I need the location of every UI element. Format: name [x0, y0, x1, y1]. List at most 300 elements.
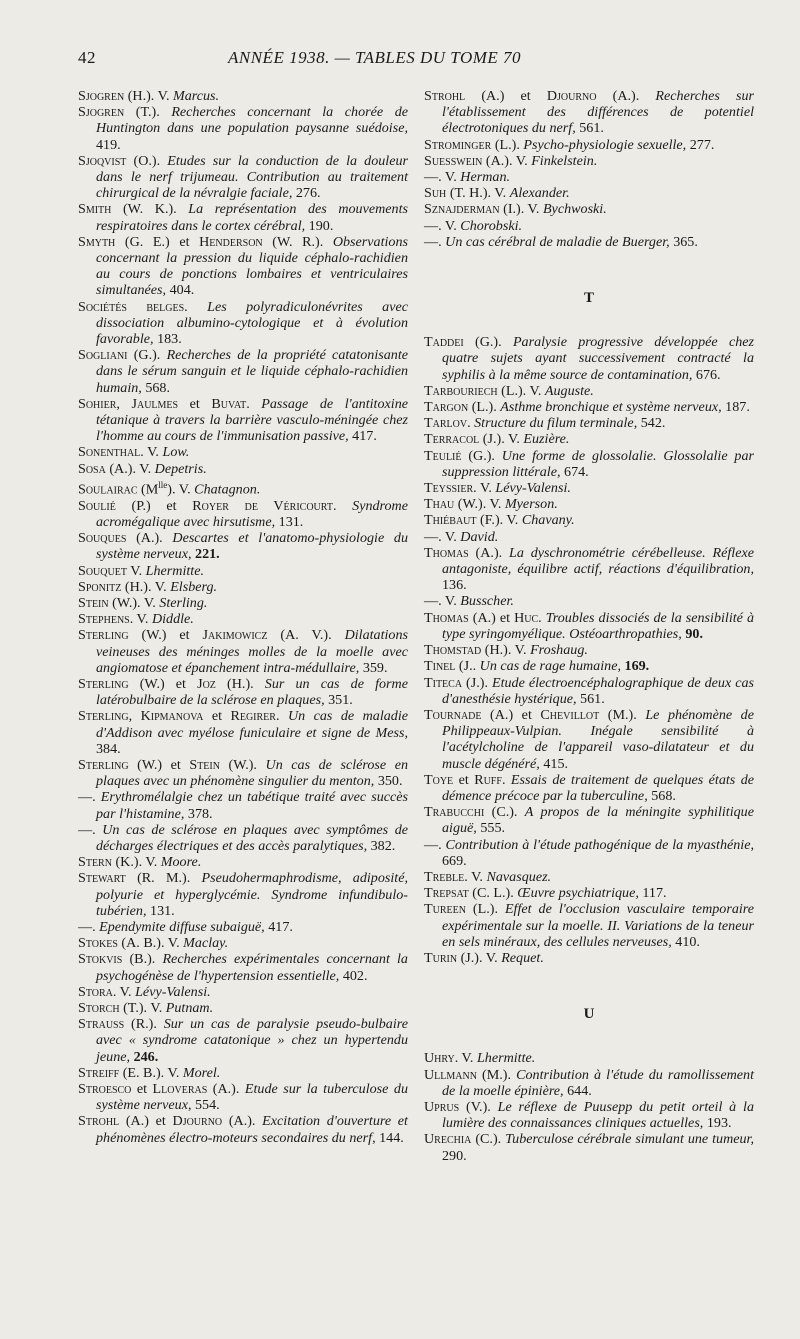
index-entry [78, 201, 408, 233]
index-entry [424, 1099, 754, 1131]
entry-title: Recherches concernant la chorée de Huntington dans une population paysanne suédoise, [96, 104, 408, 137]
entry-title: Excitation d'ouverture et phénomènes électro-moteurs secondaires du nerf, [96, 1113, 408, 1146]
entry-text: . V. [464, 868, 487, 885]
index-entry [78, 951, 408, 983]
author-name: Stroesco [78, 1081, 132, 1098]
entry-text: (W.). V. [108, 594, 160, 611]
entry-text: (W.) et [128, 757, 190, 774]
entry-title: Sur un cas de paralysie pseudo-bulbaire avec « syndrome catatonique » chez un hypertendu jeune, [96, 1016, 408, 1065]
entry-title: Un cas de sclérose en plaques avec symptômes de décharges électriques et des accès paralytiques, [96, 821, 409, 855]
entry-text: 644. [563, 1082, 592, 1099]
entry-title: Une forme de glossolalie. Glossolalie par suppression littérale, [442, 447, 754, 480]
index-entry [424, 593, 754, 609]
entry-text: (P.) et [115, 497, 193, 514]
entry-title: Un cas cérébral de maladie de Buerger, [445, 233, 670, 250]
entry-text: 276. [292, 185, 321, 202]
entry-text: (L.). [491, 136, 524, 153]
entry-title: Putnam. [165, 1000, 214, 1017]
entry-title: Lhermitte. [145, 562, 204, 579]
author-name: Stephens [78, 611, 130, 628]
author-name: Taddei [424, 334, 464, 351]
entry-text: 187. [721, 399, 750, 416]
entry-text: (L.). V. [497, 382, 545, 399]
index-entry [78, 104, 408, 153]
entry-text: 359. [359, 659, 388, 676]
entry-text: —. [78, 919, 100, 936]
entry-title: Auguste. [544, 382, 594, 399]
entry-title: Un cas de sclérose en plaques avec un phénomène singulier du menton, [96, 757, 408, 790]
author-name: Targon [424, 399, 469, 416]
entry-title: Le phénomène de Philippeaux-Vulpian. Inégale sensibilité à l'acétylcholine de l'appareil vaso-dilatateur et du muscle dégénéré, [442, 706, 754, 772]
entry-text: . V. [129, 611, 152, 628]
entry-title: Busscher. [460, 593, 514, 610]
index-entry [424, 383, 754, 399]
index-entry [424, 218, 754, 234]
entry-title: Morel. [182, 1064, 221, 1081]
author-name: Stern [78, 854, 112, 871]
entry-text: . V. [112, 983, 136, 1000]
entry-text: (W.) et [128, 627, 203, 644]
entry-text: . V. [473, 480, 496, 497]
entry-text: 674. [560, 463, 589, 480]
entry-text: 183. [153, 331, 182, 348]
entry-text: (T.). V. [119, 1000, 166, 1017]
author-name: Strauss [78, 1016, 125, 1033]
index-entry [78, 530, 408, 562]
entry-title: Dilatations veineuses des méninges molles de la moelle avec angiomatose et épanchement intra-médullaire, [96, 627, 408, 676]
entry-text: (M [137, 481, 159, 498]
entry-text: (K.). V. [111, 854, 161, 871]
author-name: Trabucchi [424, 804, 485, 821]
entry-title: Lhermitte. [476, 1050, 536, 1067]
entry-text: (I.). V. [499, 201, 543, 218]
author-name: Regirer [230, 708, 276, 725]
author-name: Uprus [424, 1098, 460, 1115]
entry-text: 193. [703, 1115, 732, 1132]
entry-title: Recherches sur l'établissement des différences de potentiel électrotoniques du nerf, [442, 88, 754, 137]
entry-title: Structure du filum terminale, [474, 415, 638, 432]
index-entry [78, 595, 408, 611]
entry-title: Bychwoski. [542, 201, 607, 218]
author-name: Strohl [424, 88, 466, 104]
entry-text: 382. [367, 838, 396, 855]
index-entry [424, 658, 754, 674]
author-name: Stein [78, 594, 109, 611]
index-entry [78, 1113, 408, 1145]
author-name: Sogliani [78, 347, 128, 364]
entry-text: . [538, 609, 546, 626]
author-name: Tournade [424, 706, 482, 723]
entry-text: (H.). [215, 676, 265, 692]
entry-text: (A.). V. [482, 152, 532, 169]
author-name: Urechia [424, 1131, 472, 1148]
author-name: Henderson [199, 233, 263, 250]
entry-text: (A.). V. [105, 460, 155, 477]
author-name: Thomstad [424, 642, 482, 659]
entry-text: . [184, 298, 208, 315]
author-name: Sjogren [78, 104, 125, 121]
entry-text: 568. [647, 787, 676, 804]
entry-text: 561. [575, 120, 604, 137]
entry-text: 277. [686, 136, 715, 153]
index-entry [78, 461, 408, 477]
index-entry [424, 675, 754, 707]
entry-text: . V. [454, 1050, 477, 1067]
index-entry [78, 299, 408, 348]
entry-title: Chatagnon. [194, 481, 261, 498]
entry-title: Descartes et l'anatomo-physiologie du système nerveux, [96, 530, 408, 563]
author-name: Sterling [78, 627, 129, 644]
index-entry [424, 642, 754, 658]
author-name: Thomas [424, 544, 469, 561]
index-entry [424, 1050, 754, 1066]
entry-title: Lévy-Valensi. [135, 983, 211, 1000]
entry-text: (A.) et [468, 609, 515, 626]
entry-text: (R.). [124, 1016, 164, 1033]
entry-text: (J.). [462, 674, 492, 691]
entry-text: . [467, 415, 475, 432]
entry-text: (A.). [207, 1081, 245, 1098]
entry-text: 90. [685, 625, 703, 642]
author-name: Tinel [424, 658, 456, 675]
author-name: Suesswein [424, 152, 483, 169]
entry-title: Finkelstein. [531, 152, 598, 169]
entry-title: Sterling. [159, 594, 208, 611]
entry-text: (A.) et [465, 88, 547, 104]
index-entry [78, 789, 408, 821]
entry-title: Œuvre psychiatrique, [517, 885, 639, 902]
index-entry [424, 529, 754, 545]
entry-title: La représentation des mouvements respiratoires dans le cortex cérébral, [96, 201, 408, 234]
entry-text: (C.). [471, 1131, 506, 1148]
entry-text: —. [424, 233, 446, 250]
entry-text: (F.). V. [476, 512, 522, 529]
index-entry [78, 579, 408, 595]
entry-title: Un cas de maladie d'Addison avec myélose funiculaire et signe de Mess, [96, 708, 409, 741]
index-entry [424, 707, 754, 772]
index-entry [424, 431, 754, 447]
entry-text: (J.). V. [457, 949, 502, 966]
author-name: Suh [424, 185, 447, 202]
index-entry [78, 153, 408, 202]
index-entry [78, 757, 408, 789]
entry-title: La dyschronométrie cérébelleuse. Réflexe antagoniste, équilibre actif, réactions d'équilibration, [442, 544, 754, 578]
entry-text: ). V. [167, 481, 195, 498]
page-number: 42 [78, 48, 96, 67]
author-name: Sohier, Jaulmes [78, 395, 179, 412]
entry-title: Froshaug. [530, 642, 588, 659]
entry-title: Le réflexe de Puusepp du petit orteil à la lumière des connaissances cliniques actuelles, [442, 1098, 754, 1132]
entry-text: —. V. [424, 169, 461, 186]
entry-title: Ependymite diffuse subaiguë, [99, 919, 265, 936]
entry-text: . [246, 395, 262, 412]
entry-title: David. [460, 528, 499, 545]
author-name: Turin [424, 949, 458, 966]
entry-text: 190. [305, 217, 334, 234]
entry-title: Sur un cas de forme latérobulbaire de la sclérose en plaques, [96, 676, 408, 709]
index-entry [78, 822, 408, 854]
author-name: Soulié [78, 497, 116, 514]
entry-text: (H.). V. [124, 88, 173, 104]
author-name: Treble [424, 868, 465, 885]
author-name: Strominger [424, 136, 492, 153]
entry-title: Chorobski. [460, 217, 523, 234]
index-entry [424, 1131, 754, 1163]
entry-text: . [275, 708, 288, 725]
index-entry [424, 545, 754, 594]
index-entry [78, 870, 408, 919]
entry-title: Requet. [501, 949, 544, 966]
author-name: Sznajderman [424, 201, 500, 218]
entry-text: 404. [166, 282, 195, 299]
entry-title: Navasquez. [486, 868, 552, 885]
entry-title: Paralysie progressive développée chez quatre sujets ayant successivement contracté la syphilis à la même source de contamination, [442, 334, 754, 383]
entry-title: Recherches expérimentales concernant la psychogénèse de l'hypertension essentielle, [96, 951, 408, 984]
author-name: Huc [514, 609, 539, 626]
author-name: Sjoqvist [78, 152, 127, 169]
entry-text: 415. [539, 755, 569, 772]
entry-title: Alexander. [509, 185, 570, 202]
entry-text: (G.). [127, 347, 167, 364]
author-name: Sterling [78, 676, 129, 692]
entry-text: (O.). [126, 152, 168, 169]
index-entry [424, 610, 754, 642]
entry-text: 410. [671, 933, 700, 950]
entry-title: Low. [162, 444, 190, 461]
entry-title: Tuberculose cérébrale simulant une tumeur, [505, 1131, 754, 1148]
entry-text: 384. [96, 740, 121, 757]
author-name: Chevillot [540, 706, 600, 723]
index-entry [78, 919, 408, 935]
entry-text: 131. [275, 513, 304, 530]
section-letter: U [583, 1006, 595, 1023]
index-entry [424, 169, 754, 185]
author-name: Thau [424, 496, 455, 513]
entry-title: Euzière. [523, 431, 570, 448]
entry-title: Un cas de rage humaine, [479, 658, 621, 675]
author-name: Sosa [78, 460, 106, 477]
entry-text: (A.) et [481, 706, 541, 723]
entry-text: —. V. [424, 217, 461, 234]
entry-text: 676. [692, 366, 721, 383]
entry-text: 351. [324, 692, 353, 709]
entry-title: Etude sur la tuberculose du système nerveux, [96, 1081, 408, 1114]
entry-text: (M.). [599, 706, 646, 723]
author-name: Sponitz [78, 578, 122, 595]
entry-text: (H.). V. [481, 642, 531, 659]
index-entry [78, 88, 408, 104]
entry-title: Psycho-physiologie sexuelle, [523, 136, 687, 153]
index-entry [424, 234, 754, 250]
author-name: Terracol [424, 431, 480, 448]
author-name: Storch [78, 1000, 120, 1017]
author-name: Tureen [424, 901, 466, 918]
entry-text: (H.). V. [121, 578, 171, 595]
entry-text: lle [158, 479, 168, 490]
index-entry [424, 885, 754, 901]
index-entry [78, 444, 408, 460]
index-entry [424, 512, 754, 528]
author-name: Toye [424, 771, 454, 788]
entry-text: 365. [669, 233, 698, 250]
entry-text: . [501, 771, 511, 788]
author-name: Smyth [78, 233, 116, 250]
left-column [78, 88, 408, 1146]
index-entry [78, 854, 408, 870]
entry-text: (W. R.). [262, 233, 333, 250]
entry-text: 417. [348, 428, 377, 445]
index-entry [424, 201, 754, 217]
author-name: Tarbouriech [424, 382, 498, 399]
entry-text: —. V. [424, 593, 461, 610]
entry-title: Contribution à l'étude du ramollissement de la moelle épinière, [442, 1066, 755, 1099]
author-name: Sonenthal [78, 444, 141, 461]
entry-text: (W.) et [128, 676, 198, 692]
entry-text: 246. [133, 1048, 159, 1065]
index-entry [424, 804, 754, 836]
entry-text: et [178, 395, 212, 412]
entry-title: Chavany. [521, 512, 575, 529]
author-name: Joz [197, 676, 216, 692]
author-name: Smith [78, 201, 112, 218]
entry-text: 417. [264, 919, 293, 936]
entry-text: 169. [624, 658, 650, 675]
entry-title: Les polyradiculonévrites avec dissociation albumino-cytologique et à évolution favorable, [96, 298, 408, 348]
entry-text: (A.). [468, 544, 509, 561]
author-name: Ruff [474, 771, 502, 788]
entry-title: Etude électroencéphalographique de deux cas d'anesthésie hystérique, [442, 674, 755, 707]
entry-text: (C. L.). [468, 885, 518, 902]
author-name: Strohl [78, 1113, 120, 1130]
entry-title: Maclay. [183, 935, 229, 952]
index-entry [78, 984, 408, 1000]
index-entry [78, 477, 408, 498]
entry-text: (A.). [126, 530, 173, 547]
entry-text: 221. [195, 546, 220, 563]
entry-text: (G.). [463, 334, 513, 351]
author-name: Stokes [78, 935, 118, 952]
entry-text: et [203, 708, 231, 725]
author-name: Uhry [424, 1050, 455, 1067]
index-entry [78, 1000, 408, 1016]
index-entry [424, 901, 754, 950]
entry-text: (J.. [455, 658, 480, 675]
author-name: Jakimowicz [202, 627, 268, 644]
entry-text: (L.). [468, 399, 501, 416]
index-entry [424, 496, 754, 512]
entry-text: (A.). [222, 1113, 263, 1130]
author-name: Titeca [424, 674, 463, 691]
entry-text: (A.) et [119, 1113, 173, 1130]
entry-title: A propos de la méningite syphilitique aiguë, [442, 804, 754, 837]
author-name: Buvat [211, 395, 247, 412]
author-name: Stewart [78, 870, 126, 887]
author-name: Djourno [172, 1113, 223, 1130]
author-name: Lloveras [152, 1081, 208, 1098]
author-name: Royer de Véricourt [192, 497, 333, 514]
entry-title: Observations concernant la pression du liquide céphalo-rachidien au cours de ponctions lombaires et ventriculaires simultanées, [96, 233, 408, 299]
entry-text: (W.). [219, 757, 266, 774]
entry-text: 419. [96, 136, 121, 153]
entry-title: Pseudohermaphrodisme, adiposité, polyurie et hyperglycémie. Syndrome infundibulo-tubérien, [96, 870, 408, 919]
index-entry [424, 137, 754, 153]
entry-text: (W.). V. [454, 496, 505, 513]
index-entry [424, 480, 754, 496]
index-entry [78, 396, 408, 445]
entry-text: (G.). [461, 447, 502, 464]
entry-text: et [453, 771, 475, 788]
index-entry [78, 611, 408, 627]
index-entry [424, 448, 754, 480]
entry-text: (J.). V. [479, 431, 524, 448]
entry-text: V. [126, 562, 146, 579]
running-title: ANNÉE 1938. — TABLES DU TOME 70 [228, 48, 522, 67]
entry-text: 350. [374, 773, 403, 790]
index-entry [424, 185, 754, 201]
index-entry [424, 399, 754, 415]
entry-text: (W. K.). [111, 201, 189, 218]
index-entry [78, 676, 408, 708]
entry-text: et [131, 1081, 153, 1098]
entry-title: Erythromélalgie chez un tabétique traité avec succès par l'histamine, [96, 789, 408, 822]
index-entry [424, 950, 754, 966]
entry-text: 561. [576, 690, 605, 707]
entry-text: 290. [442, 1147, 467, 1164]
entry-text: —. [78, 821, 103, 838]
entry-title: Diddle. [151, 611, 194, 628]
entry-title: Recherches de la propriété catatonisante dans le sérum sanguin et le liquide céphalo-rachidien humain, [96, 347, 408, 396]
entry-text: (A. B.). V. [117, 935, 184, 952]
author-name: Trepsat [424, 885, 469, 902]
entry-title: Passage de l'antitoxine tétanique à travers la barrière vasculo-méningée chez l'homme au cours de l'immunisation passive, [96, 395, 408, 445]
entry-title: Herman. [460, 169, 511, 186]
index-entry [78, 1016, 408, 1065]
entry-title: Etudes sur la conduction de la douleur dans le nerf trijumeau. Contribution au traitement chirurgical de la névralgie faciale, [96, 152, 408, 202]
entry-text: (T. H.). V. [446, 185, 510, 202]
author-name: Teulié [424, 447, 462, 464]
entry-title: Marcus. [173, 88, 220, 104]
entry-title: Elsberg. [170, 578, 218, 595]
entry-text: (B.). [122, 951, 163, 968]
entry-text: 554. [191, 1097, 220, 1114]
author-name: Djourno [546, 88, 597, 104]
index-entry [424, 772, 754, 804]
entry-text: 378. [184, 805, 213, 822]
index-entry [424, 88, 754, 137]
author-name: Teyssier [424, 480, 474, 497]
entry-text: (A.). [596, 88, 656, 104]
index-entry [78, 1081, 408, 1113]
entry-text: 669. [442, 852, 467, 869]
entry-text: (G. E.) et [115, 233, 200, 250]
entry-title: Depetris. [154, 460, 207, 477]
index-entry [78, 1065, 408, 1081]
index-entry [78, 563, 408, 579]
author-name: Stein [189, 757, 220, 774]
entry-title: Asthme bronchique et système nerveux, [500, 399, 722, 416]
author-name: Sjogren [78, 88, 125, 104]
entry-text: (L.). [465, 901, 505, 918]
entry-title: Moore. [160, 854, 202, 871]
author-name: Sterling [78, 757, 129, 774]
index-entry [424, 1067, 754, 1099]
entry-text: —. V. [424, 528, 461, 545]
entry-text: (A. V.). [267, 627, 345, 644]
entry-title: Troubles dissociés de la sensibilité à type syringomyélique. Ostéoarthropathies, [442, 609, 754, 642]
entry-title: Syndrome acromégalique avec hirsutisme, [96, 497, 408, 530]
index-entry [78, 234, 408, 299]
entry-title: Lévy-Valensi. [495, 480, 571, 497]
